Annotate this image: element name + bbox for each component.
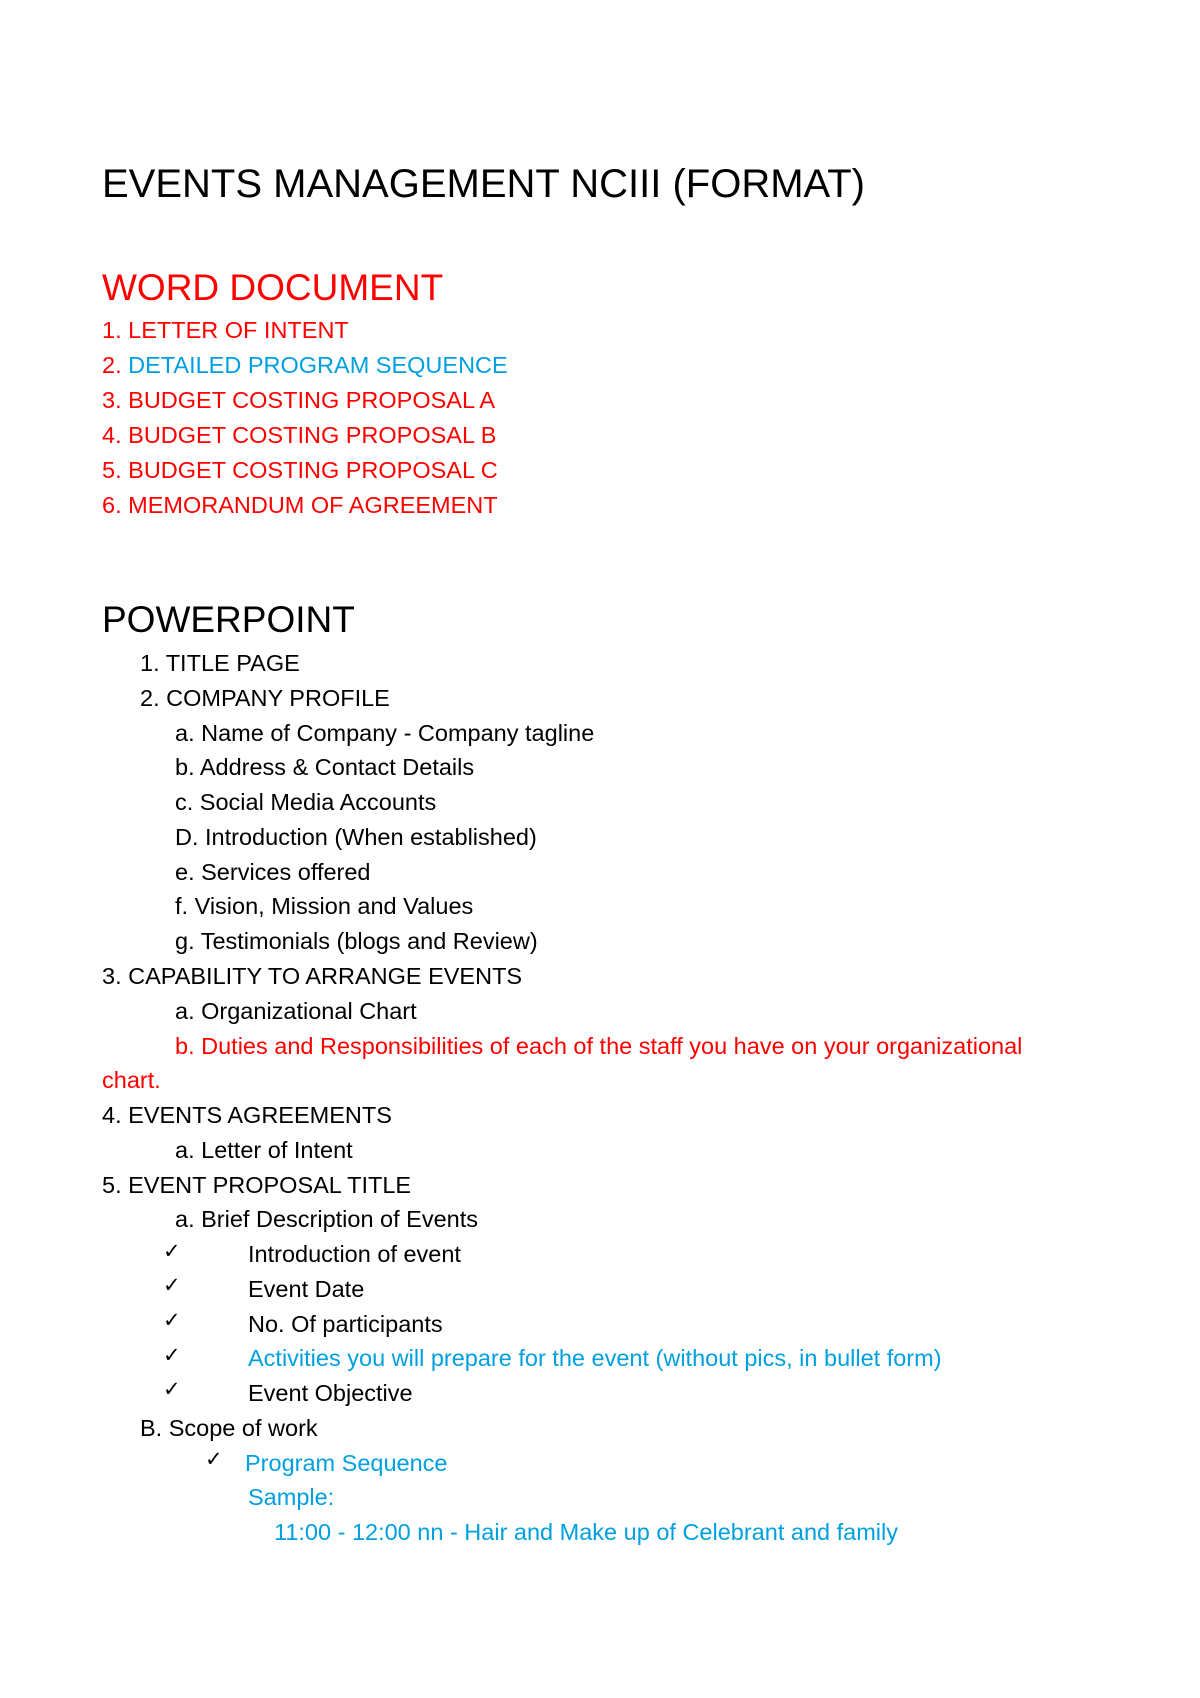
check-item: No. Of participants	[248, 1311, 443, 1337]
page-title: EVENTS MANAGEMENT NCIII (FORMAT)	[102, 162, 865, 206]
list-item: D. Introduction (When established)	[175, 824, 537, 850]
section-events-agreements: 4. EVENTS AGREEMENTS	[102, 1102, 392, 1128]
list-item: a. Organizational Chart	[175, 998, 417, 1024]
list-item: 6. MEMORANDUM OF AGREEMENT	[102, 492, 498, 518]
list-item: 5. BUDGET COSTING PROPOSAL C	[102, 457, 498, 483]
check-item: Activities you will prepare for the event (without pics, in bullet form)	[248, 1345, 942, 1371]
check-item: Introduction of event	[248, 1241, 461, 1267]
list-item: e. Services offered	[175, 859, 371, 885]
section-company-profile: 2. COMPANY PROFILE	[140, 685, 390, 711]
checkmark-icon: ✓	[205, 1447, 223, 1471]
section-event-proposal: 5. EVENT PROPOSAL TITLE	[102, 1172, 412, 1198]
checkmark-icon: ✓	[163, 1343, 181, 1367]
list-item: c. Social Media Accounts	[175, 789, 437, 815]
list-item-continuation: chart.	[102, 1067, 161, 1093]
checkmark-icon: ✓	[163, 1377, 181, 1401]
checkmark-icon: ✓	[163, 1239, 181, 1263]
check-item: Event Objective	[248, 1380, 413, 1406]
check-item: Event Date	[248, 1276, 365, 1302]
section-title-page: 1. TITLE PAGE	[140, 650, 300, 676]
checkmark-icon: ✓	[163, 1308, 181, 1332]
section-capability: 3. CAPABILITY TO ARRANGE EVENTS	[102, 963, 523, 989]
sample-line: 11:00 - 12:00 nn - Hair and Make up of Celebrant and family	[274, 1519, 898, 1545]
powerpoint-heading: POWERPOINT	[102, 599, 355, 640]
checkmark-icon: ✓	[163, 1273, 181, 1297]
list-item: g. Testimonials (blogs and Review)	[175, 928, 538, 954]
list-item: a. Letter of Intent	[175, 1137, 353, 1163]
sample-label: Sample:	[248, 1484, 335, 1510]
list-item: 3. BUDGET COSTING PROPOSAL A	[102, 387, 496, 413]
word-document-heading: WORD DOCUMENT	[102, 267, 444, 308]
list-item: 4. BUDGET COSTING PROPOSAL B	[102, 422, 497, 448]
list-item: 2. DETAILED PROGRAM SEQUENCE	[102, 352, 508, 378]
list-item: a. Name of Company - Company tagline	[175, 720, 595, 746]
list-item: a. Brief Description of Events	[175, 1206, 479, 1232]
list-item: b. Address & Contact Details	[175, 754, 475, 780]
scope-of-work: B. Scope of work	[140, 1415, 318, 1441]
check-item: Program Sequence	[245, 1450, 448, 1476]
list-item: f. Vision, Mission and Values	[175, 893, 474, 919]
list-item: 1. LETTER OF INTENT	[102, 317, 349, 343]
list-item: b. Duties and Responsibilities of each of the staff you have on your organizational	[175, 1033, 1023, 1059]
